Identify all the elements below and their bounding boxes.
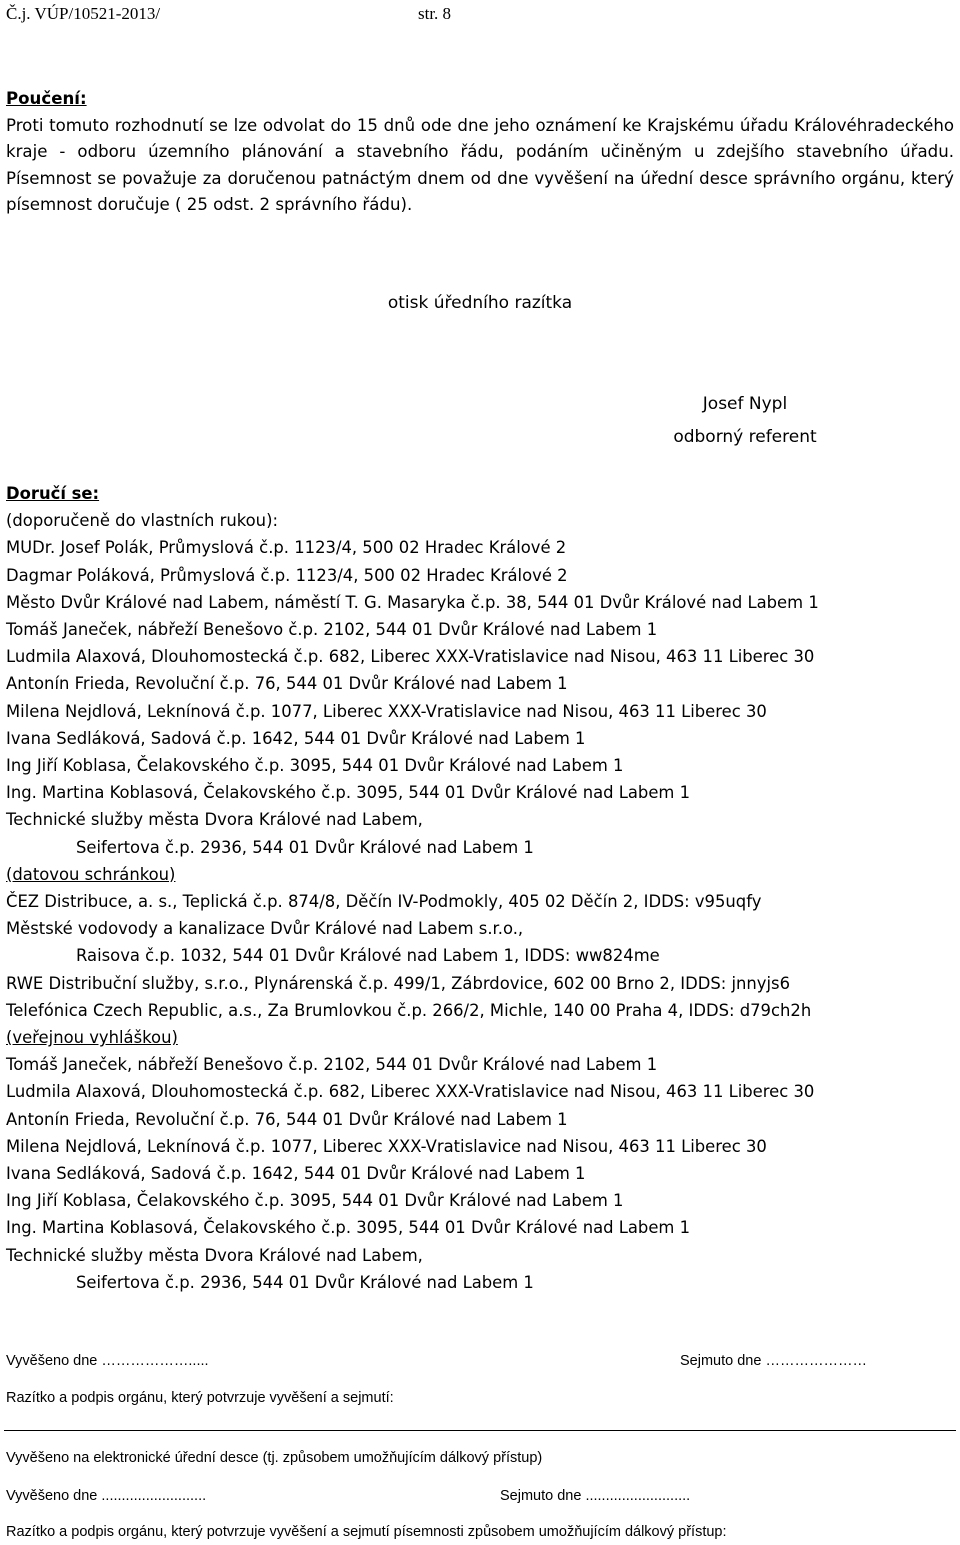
- recipient-line-continuation: Raisova č.p. 1032, 544 01 Dvůr Králové nad Labem 1, IDDS: ww824me: [76, 946, 660, 966]
- recipient-line-continuation: Seifertova č.p. 2936, 544 01 Dvůr Králové nad Labem 1: [76, 837, 534, 857]
- recipient-line: Antonín Frieda, Revoluční č.p. 76, 544 01 Dvůr Králové nad Labem 1: [6, 1109, 568, 1129]
- recipient-line: Tomáš Janeček, nábřeží Benešovo č.p. 2102, 544 01 Dvůr Králové nad Labem 1: [6, 1055, 658, 1075]
- instruction-title: Poučení:: [6, 89, 87, 108]
- electronic-removed-on-field: Sejmuto dne ..........................: [500, 1488, 691, 1504]
- personal-delivery-heading: (doporučeně do vlastních rukou):: [6, 511, 278, 531]
- recipient-line: Technické služby města Dvora Králové nad Labem,: [6, 810, 423, 830]
- recipient-line: Ing Jiří Koblasa, Čelakovského č.p. 3095, 544 01 Dvůr Králové nad Labem 1: [6, 1191, 624, 1211]
- recipient-line: Město Dvůr Králové nad Labem, náměstí T. G. Masaryka č.p. 38, 544 01 Dvůr Králové nad Labem 1: [6, 592, 819, 612]
- electronic-notice-line: Vyvěšeno na elektronické úřední desce (tj. způsobem umožňujícím dálkový přístup): [6, 1450, 543, 1466]
- recipient-line: Městské vodovody a kanalizace Dvůr Králové nad Labem s.r.o.,: [6, 919, 524, 939]
- instruction-body: Proti tomuto rozhodnutí se lze odvolat do 15 dnů ode dne jeho oznámení ke Krajskému úřadu Královéhradeckého kraje - odboru územního plánování a stavebního řádu, podáním učiněným u zdejšího stavebního úřadu. Písemnost se považuje za doručenou patnáctým dnem od dne vyvěšení na úřední desce správního orgánu, který písemnost doručuje ( 25 odst. 2 správního řádu).: [6, 115, 954, 214]
- divider: [4, 1430, 956, 1431]
- recipient-line: RWE Distribuční služby, s.r.o., Plynárenská č.p. 499/1, Zábrdovice, 602 00 Brno 2, IDDS: jnnyjs6: [6, 973, 791, 993]
- recipient-line: Milena Nejdlová, Leknínová č.p. 1077, Liberec XXX-Vratislavice nad Nisou, 463 11 Liberec 30: [6, 1136, 767, 1156]
- stamp-signature-line: Razítko a podpis orgánu, který potvrzuje vyvěšení a sejmutí:: [6, 1390, 394, 1406]
- recipient-line: Antonín Frieda, Revoluční č.p. 76, 544 01 Dvůr Králové nad Labem 1: [6, 674, 568, 694]
- delivery-list: [6, 480, 956, 1296]
- public-heading-text: (veřejnou vyhláškou): [6, 1028, 178, 1048]
- recipient-line-continuation: Seifertova č.p. 2936, 544 01 Dvůr Králové nad Labem 1: [76, 1272, 534, 1292]
- databox-heading-text: (datovou schránkou): [6, 864, 176, 884]
- recipient-line: Ing Jiří Koblasa, Čelakovského č.p. 3095, 544 01 Dvůr Králové nad Labem 1: [6, 756, 624, 776]
- recipient-line: MUDr. Josef Polák, Průmyslová č.p. 1123/4, 500 02 Hradec Králové 2: [6, 538, 567, 558]
- page-number: str. 8: [418, 4, 452, 23]
- signatory-name: Josef Nypl: [702, 394, 788, 414]
- recipient-line: Technické služby města Dvora Králové nad Labem,: [6, 1245, 423, 1265]
- stamp-placeholder: otisk úředního razítka: [387, 293, 573, 313]
- electronic-stamp-signature-line: Razítko a podpis orgánu, který potvrzuje vyvěšení a sejmutí písemnosti způsobem umožňujícím dálkový přístup:: [6, 1524, 727, 1540]
- recipient-line: Telefónica Czech Republic, a.s., Za Brumlovkou č.p. 266/2, Michle, 140 00 Praha 4, IDDS: d79ch2h: [6, 1000, 812, 1020]
- databox-delivery-heading: [6, 861, 956, 888]
- reference-number: Č.j. VÚP/10521-2013/: [6, 4, 161, 23]
- public-notice-heading: [6, 1024, 956, 1051]
- recipient-line: ČEZ Distribuce, a. s., Teplická č.p. 874/8, Děčín IV-Podmokly, 405 02 Děčín 2, IDDS: v95uqfy: [6, 892, 762, 912]
- removed-on-field: Sejmuto dne …………………: [680, 1353, 867, 1369]
- posted-on-field: Vyvěšeno dne ……………….....: [6, 1353, 209, 1369]
- delivery-title: Doručí se:: [6, 484, 100, 503]
- instruction-section: [6, 86, 954, 219]
- electronic-posted-on-field: Vyvěšeno dne ..........................: [6, 1488, 207, 1504]
- recipient-line: Dagmar Poláková, Průmyslová č.p. 1123/4, 500 02 Hradec Králové 2: [6, 565, 568, 585]
- recipient-line: Ivana Sedláková, Sadová č.p. 1642, 544 01 Dvůr Králové nad Labem 1: [6, 728, 586, 748]
- recipient-line: Milena Nejdlová, Leknínová č.p. 1077, Liberec XXX-Vratislavice nad Nisou, 463 11 Liberec 30: [6, 701, 767, 721]
- recipient-line: Ing. Martina Koblasová, Čelakovského č.p. 3095, 544 01 Dvůr Králové nad Labem 1: [6, 1218, 691, 1238]
- recipient-line: Tomáš Janeček, nábřeží Benešovo č.p. 2102, 544 01 Dvůr Králové nad Labem 1: [6, 620, 658, 640]
- recipient-line: Ivana Sedláková, Sadová č.p. 1642, 544 01 Dvůr Králové nad Labem 1: [6, 1164, 586, 1184]
- recipient-line: Ludmila Alaxová, Dlouhomostecká č.p. 682, Liberec XXX-Vratislavice nad Nisou, 463 11 Liberec 30: [6, 647, 815, 667]
- signatory-role: odborný referent: [673, 427, 817, 447]
- recipient-line: Ludmila Alaxová, Dlouhomostecká č.p. 682, Liberec XXX-Vratislavice nad Nisou, 463 11 Liberec 30: [6, 1082, 815, 1102]
- recipient-line: Ing. Martina Koblasová, Čelakovského č.p. 3095, 544 01 Dvůr Králové nad Labem 1: [6, 783, 691, 803]
